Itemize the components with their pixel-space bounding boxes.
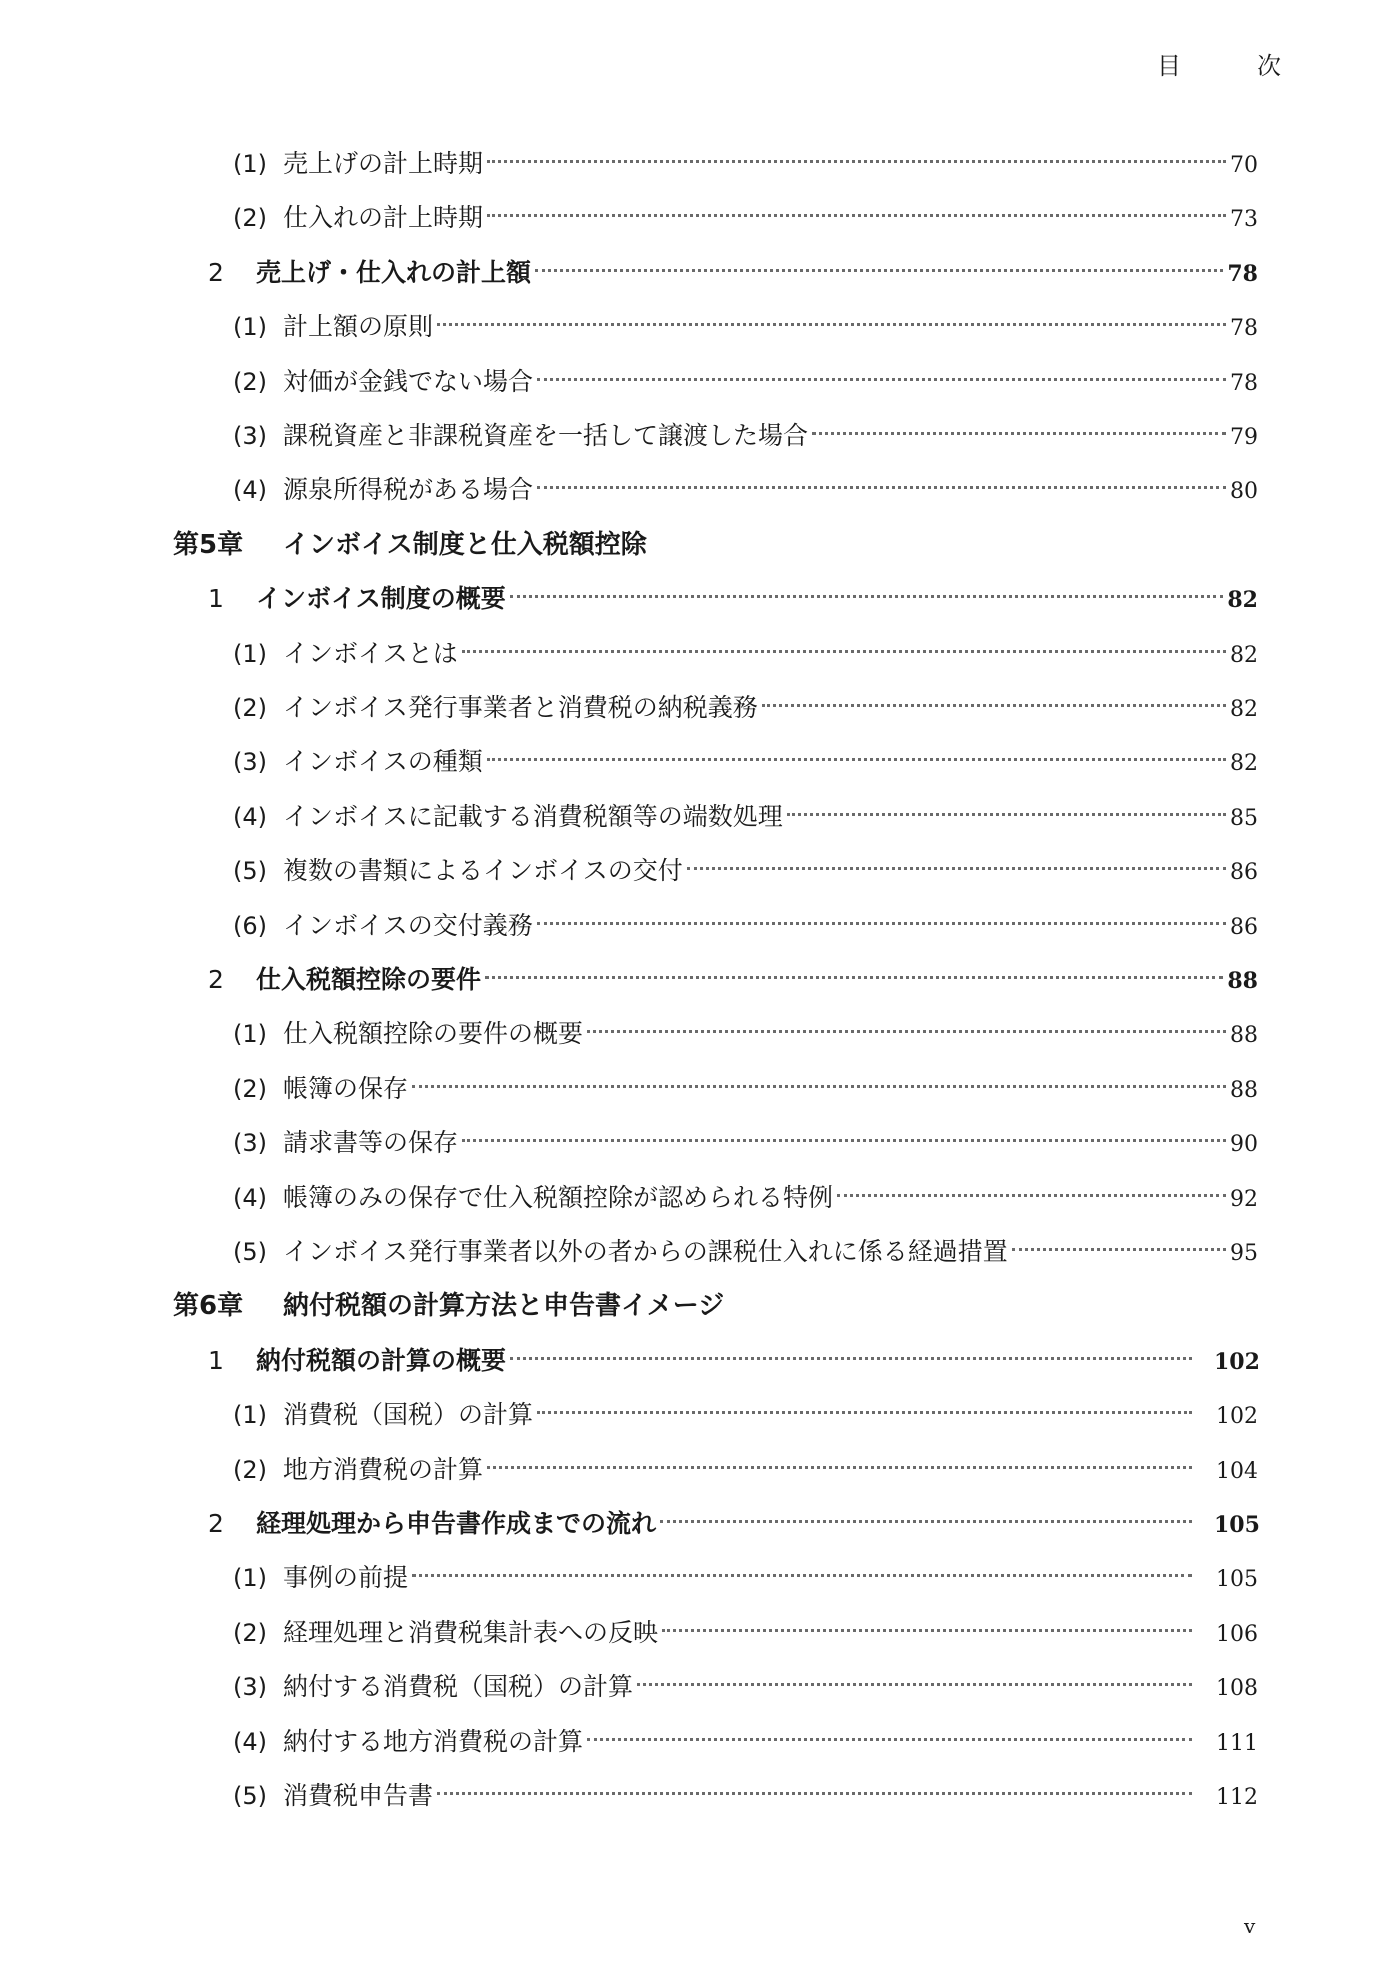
entry-page: 90 bbox=[1230, 1132, 1258, 1157]
dot-leader bbox=[437, 322, 1226, 326]
toc-entry[interactable] bbox=[233, 1065, 1258, 1113]
entry-title: インボイスの種類 bbox=[283, 747, 483, 776]
toc-entry[interactable] bbox=[233, 1174, 1258, 1222]
toc-entry[interactable] bbox=[233, 738, 1258, 786]
entry-page: 105 bbox=[1214, 1512, 1260, 1538]
entry-page: 102 bbox=[1214, 1349, 1260, 1375]
entry-number: (2) bbox=[233, 368, 267, 396]
entry-number: 1 bbox=[208, 1346, 224, 1375]
dot-leader bbox=[687, 866, 1226, 870]
dot-leader bbox=[787, 812, 1226, 816]
entry-page: 108 bbox=[1216, 1676, 1258, 1701]
dot-leader bbox=[462, 649, 1226, 653]
toc-entry[interactable] bbox=[233, 1446, 1258, 1494]
entry-number: 1 bbox=[208, 584, 224, 613]
dot-leader bbox=[537, 485, 1226, 489]
toc-entry[interactable] bbox=[208, 1500, 1258, 1548]
toc-entry[interactable] bbox=[233, 303, 1258, 351]
entry-number: (4) bbox=[233, 803, 267, 831]
toc-entry[interactable] bbox=[208, 956, 1258, 1004]
dot-leader bbox=[412, 1573, 1192, 1577]
entry-page: 78 bbox=[1230, 316, 1258, 341]
entry-title: 消費税（国税）の計算 bbox=[283, 1400, 534, 1429]
entry-title: 納付する消費税（国税）の計算 bbox=[283, 1672, 634, 1701]
entry-page: 82 bbox=[1230, 643, 1258, 668]
entry-title: 請求書等の保存 bbox=[283, 1128, 459, 1157]
dot-leader bbox=[487, 1465, 1192, 1469]
entry-page: 78 bbox=[1230, 371, 1258, 396]
entry-page: 82 bbox=[1227, 587, 1258, 613]
toc-entry[interactable] bbox=[233, 1718, 1258, 1766]
dot-leader bbox=[537, 1410, 1192, 1414]
entry-title: インボイス制度の概要 bbox=[256, 584, 506, 613]
entry-page: 88 bbox=[1227, 968, 1258, 994]
entry-page: 82 bbox=[1230, 697, 1258, 722]
entry-number: (1) bbox=[233, 1564, 267, 1592]
entry-title: 事例の前提 bbox=[283, 1563, 409, 1592]
toc-entry[interactable] bbox=[233, 1609, 1258, 1657]
entry-page: 82 bbox=[1230, 751, 1258, 776]
entry-title: 納付する地方消費税の計算 bbox=[283, 1727, 584, 1756]
dot-leader bbox=[437, 1791, 1192, 1795]
entry-title: 経理処理と消費税集計表への反映 bbox=[283, 1618, 659, 1647]
dot-leader bbox=[660, 1519, 1192, 1523]
dot-leader bbox=[535, 268, 1223, 272]
toc-entry[interactable] bbox=[233, 630, 1258, 678]
entry-title: インボイス発行事業者以外の者からの課税仕入れに係る経過措置 bbox=[283, 1237, 1008, 1266]
entry-page: 73 bbox=[1230, 207, 1258, 232]
entry-number: (3) bbox=[233, 748, 267, 776]
entry-page: 92 bbox=[1230, 1187, 1258, 1212]
dot-leader bbox=[587, 1029, 1226, 1033]
entry-title: 売上げの計上時期 bbox=[283, 149, 484, 178]
entry-number: (1) bbox=[233, 150, 267, 178]
entry-number: (2) bbox=[233, 1075, 267, 1103]
toc-chapter-heading[interactable] bbox=[173, 521, 1258, 569]
entry-title: 経理処理から申告書作成までの流れ bbox=[256, 1509, 657, 1538]
dot-leader bbox=[587, 1737, 1192, 1741]
entry-page: 70 bbox=[1230, 153, 1258, 178]
entry-title: 対価が金銭でない場合 bbox=[283, 367, 534, 396]
entry-number: (3) bbox=[233, 422, 267, 450]
toc-entry[interactable] bbox=[233, 358, 1258, 406]
entry-number: 2 bbox=[208, 258, 224, 287]
entry-page: 86 bbox=[1230, 860, 1258, 885]
entry-number: (3) bbox=[233, 1129, 267, 1157]
entry-page: 79 bbox=[1230, 425, 1258, 450]
dot-leader bbox=[537, 377, 1226, 381]
entry-title: インボイスとは bbox=[283, 639, 458, 668]
toc-entry[interactable] bbox=[233, 793, 1258, 841]
entry-number: (4) bbox=[233, 476, 267, 504]
entry-title: インボイスに記載する消費税額等の端数処理 bbox=[283, 802, 783, 831]
entry-number: (4) bbox=[233, 1184, 267, 1212]
chapter-title: インボイス制度と仕入税額控除 bbox=[283, 530, 647, 560]
toc-entry[interactable] bbox=[233, 1391, 1258, 1439]
entry-number: (1) bbox=[233, 640, 267, 668]
toc-entry[interactable] bbox=[233, 1772, 1258, 1820]
dot-leader bbox=[487, 159, 1226, 163]
toc-entry[interactable] bbox=[233, 1228, 1258, 1276]
entry-number: (5) bbox=[233, 1238, 267, 1266]
dot-leader bbox=[510, 594, 1224, 598]
entry-number: (2) bbox=[233, 1619, 267, 1647]
dot-leader bbox=[762, 703, 1226, 707]
entry-page: 95 bbox=[1230, 1241, 1258, 1266]
entry-page: 88 bbox=[1230, 1023, 1258, 1048]
entry-number: (5) bbox=[233, 857, 267, 885]
toc-entry[interactable] bbox=[233, 684, 1258, 732]
entry-number: (2) bbox=[233, 694, 267, 722]
entry-page: 105 bbox=[1216, 1567, 1258, 1592]
dot-leader bbox=[637, 1682, 1192, 1686]
entry-number: (2) bbox=[233, 1456, 267, 1484]
toc-entry[interactable] bbox=[233, 1010, 1258, 1058]
entry-page: 88 bbox=[1230, 1078, 1258, 1103]
entry-number: (2) bbox=[233, 204, 267, 232]
entry-page: 112 bbox=[1216, 1785, 1258, 1810]
entry-number: (1) bbox=[233, 1401, 267, 1429]
dot-leader bbox=[1012, 1247, 1226, 1251]
chapter-number: 第6章 bbox=[173, 1291, 244, 1321]
entry-title: 仕入税額控除の要件 bbox=[256, 965, 482, 994]
entry-page: 104 bbox=[1216, 1459, 1258, 1484]
entry-page: 102 bbox=[1216, 1404, 1258, 1429]
entry-title: 地方消費税の計算 bbox=[283, 1455, 484, 1484]
toc-entry[interactable] bbox=[233, 466, 1258, 514]
entry-number: (6) bbox=[233, 912, 267, 940]
entry-number: (1) bbox=[233, 1020, 267, 1048]
dot-leader bbox=[487, 213, 1226, 217]
dot-leader bbox=[412, 1084, 1226, 1088]
entry-title: 消費税申告書 bbox=[283, 1781, 434, 1810]
entry-title: 仕入税額控除の要件の概要 bbox=[283, 1019, 584, 1048]
toc-entry[interactable] bbox=[208, 1337, 1258, 1385]
entry-page: 80 bbox=[1230, 479, 1258, 504]
entry-page: 85 bbox=[1230, 806, 1258, 831]
entry-number: 2 bbox=[208, 965, 224, 994]
entry-title: 仕入れの計上時期 bbox=[283, 203, 484, 232]
toc-entry[interactable] bbox=[233, 902, 1258, 950]
entry-number: (5) bbox=[233, 1782, 267, 1810]
entry-page: 86 bbox=[1230, 915, 1258, 940]
toc-entry[interactable] bbox=[208, 575, 1258, 623]
entry-title: 売上げ・仕入れの計上額 bbox=[256, 258, 532, 287]
dot-leader bbox=[510, 1356, 1192, 1360]
dot-leader bbox=[462, 1138, 1226, 1142]
dot-leader bbox=[812, 431, 1226, 435]
entry-title: 納付税額の計算の概要 bbox=[256, 1346, 507, 1375]
page-number: v bbox=[1244, 1914, 1256, 1938]
toc-entry[interactable] bbox=[233, 412, 1258, 460]
toc-entry[interactable] bbox=[233, 194, 1258, 242]
toc-entry[interactable] bbox=[233, 1119, 1258, 1167]
entry-title: インボイス発行事業者と消費税の納税義務 bbox=[283, 693, 758, 722]
entry-title: 帳簿のみの保存で仕入税額控除が認められる特例 bbox=[283, 1183, 834, 1212]
toc-entry[interactable] bbox=[233, 140, 1258, 188]
entry-page: 78 bbox=[1227, 261, 1258, 287]
entry-title: 複数の書類によるインボイスの交付 bbox=[283, 856, 683, 885]
chapter-title: 納付税額の計算方法と申告書イメージ bbox=[283, 1291, 725, 1321]
entry-title: 帳簿の保存 bbox=[283, 1074, 409, 1103]
toc-entry[interactable] bbox=[208, 249, 1258, 297]
entry-title: 課税資産と非課税資産を一括して譲渡した場合 bbox=[283, 421, 809, 450]
entry-title: インボイスの交付義務 bbox=[283, 911, 533, 940]
entry-title: 計上額の原則 bbox=[283, 312, 434, 341]
dot-leader bbox=[485, 975, 1223, 979]
entry-number: (4) bbox=[233, 1728, 267, 1756]
entry-number: (3) bbox=[233, 1673, 267, 1701]
entry-page: 106 bbox=[1216, 1622, 1258, 1647]
page-header: 目 次 bbox=[1157, 52, 1307, 80]
toc-entry[interactable] bbox=[233, 847, 1258, 895]
dot-leader bbox=[487, 757, 1226, 761]
chapter-number: 第5章 bbox=[173, 530, 244, 560]
toc-entry[interactable] bbox=[233, 1554, 1258, 1602]
entry-number: 2 bbox=[208, 1509, 224, 1538]
entry-number: (1) bbox=[233, 313, 267, 341]
dot-leader bbox=[662, 1628, 1192, 1632]
dot-leader bbox=[537, 921, 1226, 925]
entry-page: 111 bbox=[1216, 1731, 1258, 1756]
dot-leader bbox=[837, 1193, 1226, 1197]
entry-title: 源泉所得税がある場合 bbox=[283, 475, 534, 504]
toc-entry[interactable] bbox=[233, 1663, 1258, 1711]
toc-chapter-heading[interactable] bbox=[173, 1282, 1258, 1330]
